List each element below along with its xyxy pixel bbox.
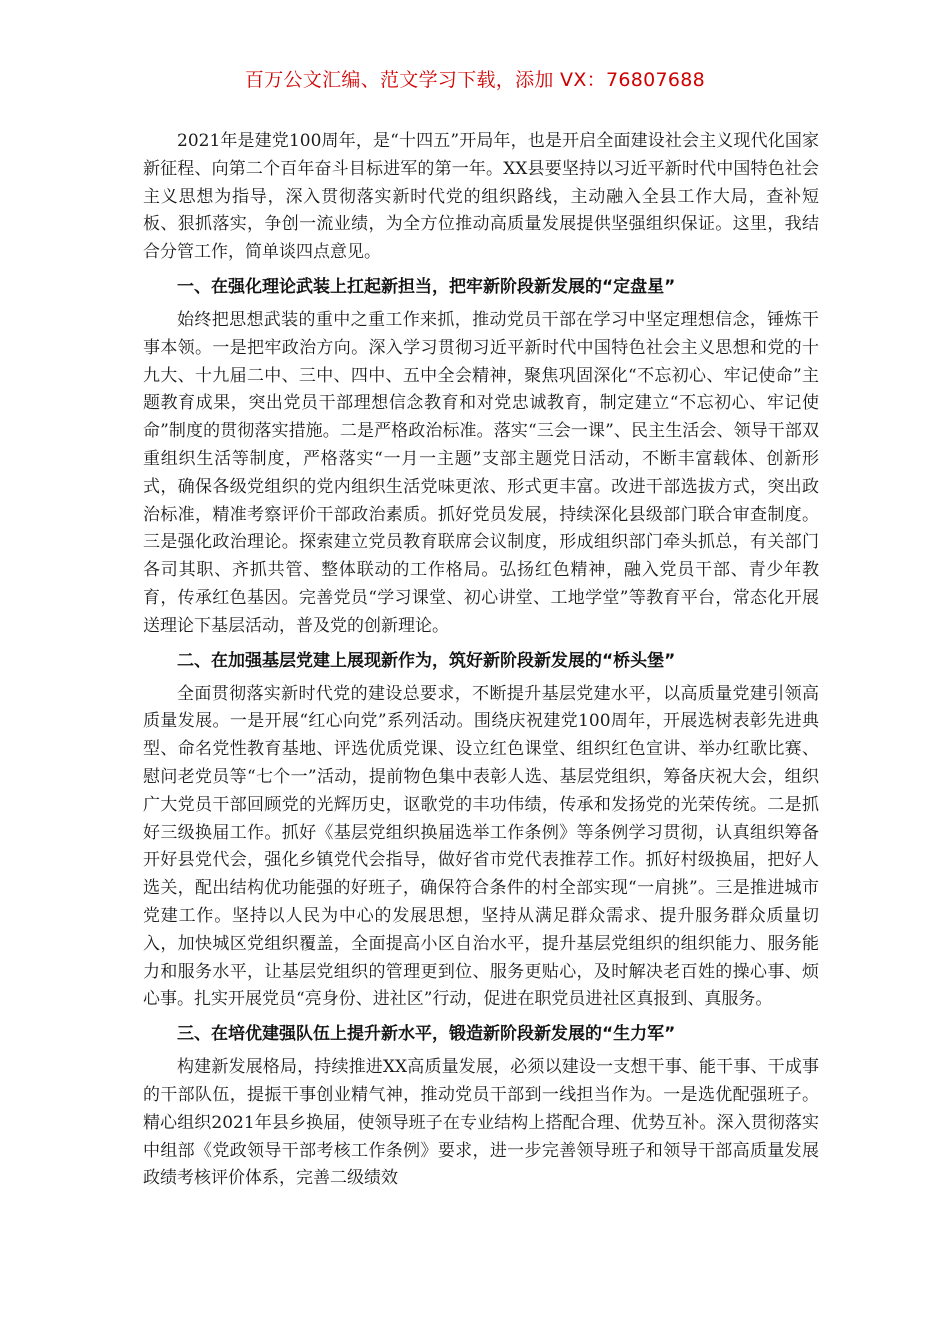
section-2-heading: 二、在加强基层党建上展现新作为，筑好新阶段新发展的“桥头堡”	[177, 650, 676, 671]
section-2-body: 全面贯彻落实新时代党的建设总要求，不断提升基层党建水平，以高质量党建引领高质量发展。一是开展“红心向党”系列活动。围绕庆祝建党100周年，开展选树表彰先进典型、命名党性教育基地、评选优质党课、设立红色课堂、组织红色宣讲、举办红歌比赛、慰问老党员等“七个一”活动，提前物色集中表彰人选、基层党组织，筹备庆祝大会，组织广大党员干部回顾党的光辉历史，讴歌党的丰功伟绩，传承和发扬党的光荣传统。二是抓好三级换届工作。抓好《基层党组织换届选举工作条例》等条例学习贯彻，认真组织筹备开好县党代会，强化乡镇党代会指导，做好省市党代表推荐工作。抓好村级换届，把好人选关，配出结构优功能强的好班子，确保符合条件的村全部实现“一肩挑”。三是推进城市党建工作。坚持以人民为中心的发展思想，坚持从满足群众需求、提升服务群众质量切入，加快城区党组织覆盖，全面提高小区自治水平，提升基层党组织的组织能力、服务能力和服务水平，让基层党组织的管理更到位、服务更贴心，及时解决老百姓的操心事、烦心事。扎实开展党员“亮身份、进社区”行动，促进在职党员进社区真报到、真服务。	[143, 683, 819, 1010]
section-1-body: 始终把思想武装的重中之重工作来抓，推动党员干部在学习中坚定理想信念，锤炼干事本领。一是把牢政治方向。深入学习贯彻习近平新时代中国特色社会主义思想和党的十九大、十九届二中、三中、四中、五中全会精神，聚焦巩固深化“不忘初心、牢记使命”主题教育成果，突出党员干部理想信念教育和对党忠诚教育，制定建立“不忘初心、牢记使命”制度的贯彻落实措施。二是严格政治标准。落实“三会一课”、民主生活会、领导干部双重组织生活等制度，严格落实“一月一主题”支部主题党日活动，不断丰富载体、创新形式，确保各级党组织的党内组织生活党味更浓、形式更丰富。改进干部选拔方式，突出政治标准，精准考察评价干部政治素质。抓好党员发展，持续深化县级部门联合审查制度。三是强化政治理论。探索建立党员教育联席会议制度，形成组织部门牵头抓总，有关部门各司其职、齐抓共管、整体联动的工作格局。弘扬红色精神，融入党员干部、青少年教育，传承红色基因。完善党员“学习课堂、初心讲堂、工地学堂”等教育平台，常态化开展送理论下基层活动，普及党的创新理论。	[143, 309, 819, 636]
section-3-body: 构建新发展格局，持续推进XX高质量发展，必须以建设一支想干事、能干事、干成事的干部队伍，提振干事创业精气神，推动党员干部到一线担当作为。一是选优配强班子。精心组织2021年县乡换届，使领导班子在专业结构上搭配合理、优势互补。深入贯彻落实中组部《党政领导干部考核工作条例》要求，进一步完善领导班子和领导干部高质量发展政绩考核评价体系，完善二级绩效	[143, 1057, 819, 1189]
intro-paragraph: 2021年是建党100周年，是“十四五”开局年，也是开启全面建设社会主义现代化国家新征程、向第二个百年奋斗目标进军的第一年。XX县要坚持以习近平新时代中国特色社会主义思想为指导，深入贯彻落实新时代党的组织路线，主动融入全县工作大局，查补短板、狠抓落实，争创一流业绩，为全方位推动高质量发展提供坚强组织保证。这里，我结合分管工作，简单谈四点意见。	[143, 131, 819, 263]
section-1-heading: 一、在强化理论武装上扛起新担当，把牢新阶段新发展的“定盘星”	[177, 276, 676, 297]
document-body	[143, 128, 819, 1193]
section-3-heading: 三、在培优建强队伍上提升新水平，锻造新阶段新发展的“生力军”	[177, 1024, 676, 1045]
watermark-banner: 百万公文汇编、范文学习下载，添加 VX：76807688	[244, 69, 706, 91]
